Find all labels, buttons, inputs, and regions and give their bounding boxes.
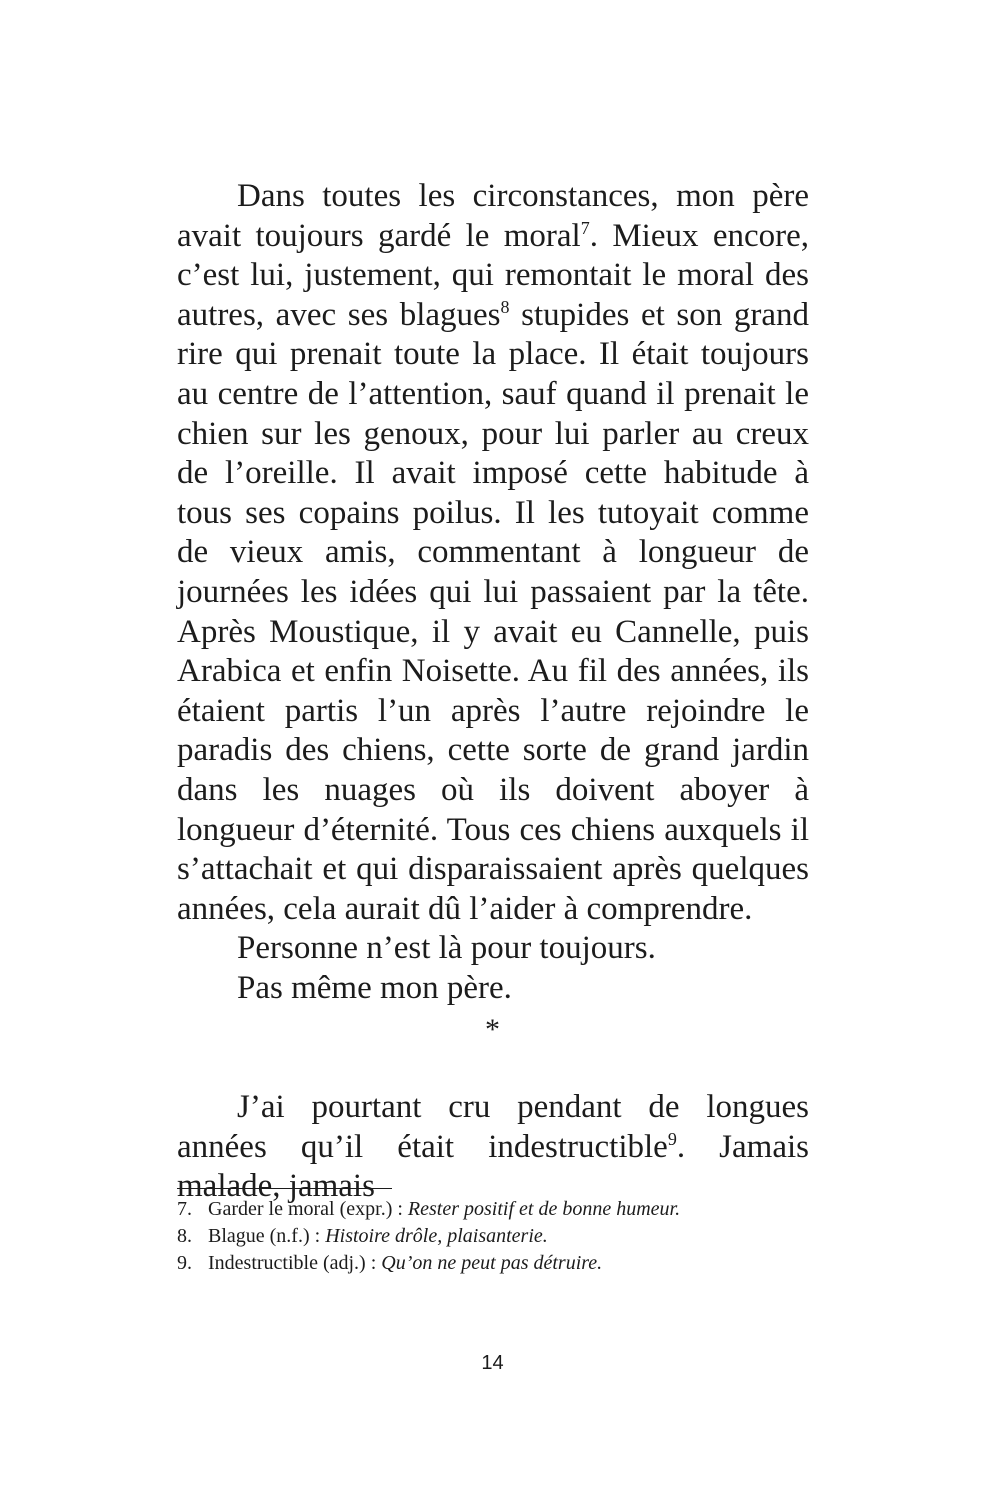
footnote-7 xyxy=(177,1196,809,1223)
footnote-term: Indestructible (adj.) : xyxy=(208,1252,382,1274)
main-text xyxy=(177,177,809,1008)
line-pas-meme: Pas même mon père. xyxy=(237,969,512,1006)
footnote-8 xyxy=(177,1223,809,1250)
page-number: 14 xyxy=(481,1352,504,1374)
paragraph-1 xyxy=(177,177,809,929)
footnote-definition: Histoire drôle, plaisanterie. xyxy=(325,1225,548,1247)
paragraph-1-part-1: Dans toutes les circonstances, mon père avait toujours gardé le moral xyxy=(177,178,809,254)
footnote-term: Blague (n.f.) : xyxy=(208,1225,326,1247)
footnote-number: 8. xyxy=(177,1225,192,1247)
paragraph-2-part-1: J’ai pourtant cru pendant de longues années qu’il était indestructible xyxy=(177,1089,809,1165)
footnote-definition: Qu’on ne peut pas détruire. xyxy=(381,1252,603,1274)
paragraph-1-part-2: . Mieux encore, c’est lui, justement, qui remontait le moral des autres, avec ses blagues xyxy=(177,217,809,333)
footnote-number: 7. xyxy=(177,1198,192,1220)
footnote-number: 9. xyxy=(177,1252,192,1274)
footnote-9 xyxy=(177,1250,809,1277)
footnote-rule xyxy=(177,1188,392,1189)
footnote-term: Garder le moral (expr.) : xyxy=(208,1198,408,1220)
footnote-ref-9: 9 xyxy=(667,1128,677,1149)
footnotes xyxy=(177,1196,809,1277)
line-personne: Personne n’est là pour toujours. xyxy=(237,930,656,967)
footnote-ref-7: 7 xyxy=(580,217,590,238)
paragraph-2-part-2: . Jamais malade, jamais xyxy=(177,1128,809,1205)
footnote-definition: Rester positif et de bonne humeur. xyxy=(407,1198,681,1220)
section-separator: * xyxy=(485,1013,500,1046)
footnote-ref-8: 8 xyxy=(500,296,510,317)
paragraph-1-part-3: stupides et son grand rire qui prenait toute la place. Il était toujours au centre de l’attention, sauf quand il prenait le chien sur les genoux, pour lui parler au creux de l’oreille. Il avait imposé cette habitude à tous ses copains poilus. Il les tutoyait comme de vieux amis, commentant à longueur de journées les idées qui lui passaient par la tête. Après Moustique, il y avait eu Cannelle, puis Arabica et enfin Noisette. Au fil des années, ils étaient partis l’un après l’autre rejoindre le paradis des chiens, cette sorte de grand jardin dans les nuages où ils doivent aboyer à longueur d’éternité. Tous ces chiens auxquels il s’attachait et qui disparaissaient après quelques années, cela aurait dû l’aider à comprendre. xyxy=(177,296,809,927)
